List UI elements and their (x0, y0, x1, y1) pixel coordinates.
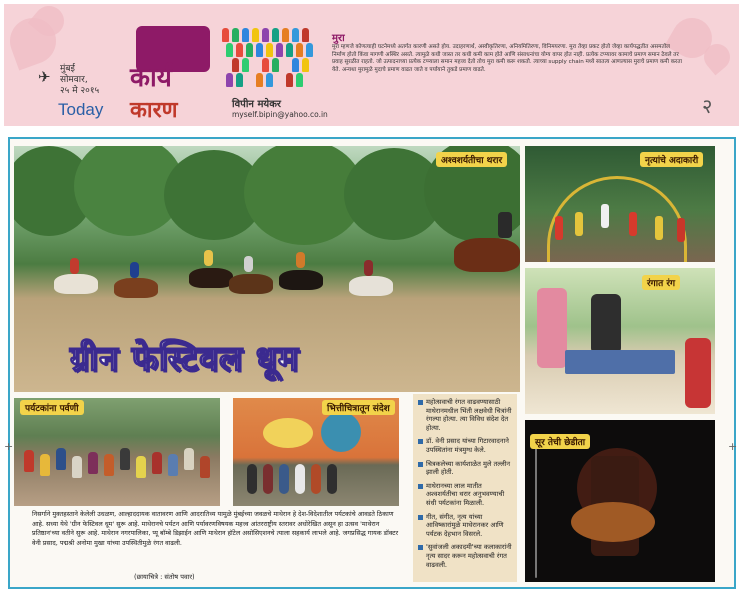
art-workshop-photo (525, 268, 715, 414)
crowd-figure (272, 58, 279, 72)
crowd-figure (286, 43, 293, 57)
column-text: मुरा म्हणजे कोणत्याही घटनेमध्ये अतर्गत कारणी असते होय. उदाहरणार्थ, अस्वीकृतिरणा, अनियमितिरणा, विनिमयरणा. मुरा तेव्हा प्रकट होतो जेव्हा कार्यपद्धतीत असमतोल निर्माण होतो किंवा मागणी अस्थिर असते. त्यामुळे कधी जास्त तर कधी कमी काम होते आणि संसाधनांचा योग्य वापर होत नाही. प्रत्येक टप्प्यावर कामाचे प्रमाण समान ठेवले तर प्रवाह सुरळीत राहतो. जो उत्पादनाच्या प्रत्येक टप्प्याला समान महत्त्व देतो तोच मुरा कमी करू शकतो. त्याच्या supply chain मध्ये सातत्य आणल्यास मुराचे प्रमाण कमी करता येते. अन्यथा मुरामुळे मुदाचे प्रमाण वाढत जाते व पर्यायाने तुकडे प्रमाण वाढते. (332, 44, 682, 73)
crowd-figure (272, 28, 279, 42)
dateline-date: २५ मे २०१५ (60, 86, 100, 96)
photo-credit: (छायाचित्रे : संतोष पवार) (134, 573, 195, 581)
crowd-figure (292, 28, 299, 42)
bird-logo-icon: ✈ (38, 68, 51, 86)
highlights-panel (413, 394, 517, 582)
mural-photo-label: भित्तीचित्रातून संदेश (322, 400, 395, 415)
crowd-figure (232, 28, 239, 42)
highlight-item: माथेरानच्या लाल मातीत अश्वशर्यतीचा थरार अनुभवण्याची संधी पर्यटकांना मिळाली. (418, 482, 512, 508)
crowd-figure (226, 73, 233, 87)
crowd-figure (296, 73, 303, 87)
author-name: विपीन मयेकर (232, 99, 282, 110)
crowd-figure (252, 28, 259, 42)
music-photo-label: सूर तेची छेडीता (530, 434, 590, 449)
tourists-photo-label: पर्यटकांना पर्वणी (20, 400, 84, 415)
highlight-item: गीत, संगीत, नृत्य यांच्या आविष्कारांमुळे माथेरानकर आणि पर्यटक देहभान विसरले. (418, 513, 512, 539)
highlight-item: चित्रकलेच्या कार्यशाळेत मुले तल्लीन झाली होती. (418, 460, 512, 477)
crowd-figure (232, 58, 239, 72)
crop-mark-icon: + (728, 440, 738, 453)
race-photo-label: अश्वशर्यतीचा थरार (436, 152, 507, 167)
dance-photo-label: नृत्यांचे अदाकारी (640, 152, 703, 167)
crowd-figure (262, 58, 269, 72)
page-number: २ (702, 94, 713, 118)
feature-title: ग्रीन फेस्टिवल धूम (70, 339, 300, 379)
crop-mark-icon: + (4, 440, 14, 453)
crowd-graphic-icon (222, 28, 312, 92)
column-logo-word-1: कार्य (130, 63, 172, 93)
feature-caption: निसर्गाने मुक्तहस्ताने केलेली उधळण, आल्हाददायक वातावरण आणि आदरातिथ्य यामुळे मुंबईच्या जवळचे माथेरान हे देश-विदेशातील पर्यटकांचे आवडते ठिकाण आहे. सध्या येथे 'ग्रीन फेस्टिवल धूम' सुरू आहे. माथेरानचे पर्यटन आणि पर्यावरणविषयक महत्त्व आंतरराष्ट्रीय स्तरावर अधोरेखित असून हा उत्सव 'माथेरान प्रतिष्ठान'च्या वतीने सुरू आहे. माथेरान नगरपालिका, प्यू बॉम्बे डिझाईन आणि माथेरान हॉटेल असोसिएशनचे त्याला सहकार्य लाभले आहे. जगप्रसिद्ध गायक डॉक्टर वेनी प्रसाद, पद्मश्री अनोमा मुखा यांच्या उपस्थितीमुळे रंगत वाढली. (32, 510, 399, 547)
dateline-city: मुंबई (60, 64, 75, 74)
crowd-figure (282, 28, 289, 42)
crowd-figure (296, 43, 303, 57)
crowd-figure (286, 73, 293, 87)
author-email: myself.bipin@yahoo.co.in (232, 110, 328, 119)
dateline-day: सोमवार, (60, 75, 88, 85)
crowd-figure (242, 58, 249, 72)
highlight-item: 'सुवांजली अकादमी'च्या कलाकारांनी नृत्य सादर करून महोत्सवाची रंगत वाढवली. (418, 543, 512, 569)
highlight-item: डॉ. वेनी प्रसाद यांच्या गिटारवादनाने उपस्थितांना मंत्रमुग्ध केले. (418, 437, 512, 454)
edition-label: Today (58, 100, 104, 119)
art-photo-label: रंगात रंग (642, 275, 680, 290)
crowd-figure (246, 43, 253, 57)
crowd-figure (292, 58, 299, 72)
crowd-figure (276, 43, 283, 57)
crowd-figure (222, 28, 229, 42)
crowd-figure (262, 28, 269, 42)
crowd-figure (266, 73, 273, 87)
crowd-figure (302, 58, 309, 72)
crowd-figure (256, 43, 263, 57)
column-title: मुरा (332, 33, 345, 44)
crowd-figure (236, 73, 243, 87)
crowd-figure (256, 73, 263, 87)
crowd-figure (236, 43, 243, 57)
highlight-item: महोत्सवाची रंगत वाढवण्यासाठी माथेरानमधील भिंती लक्षवेधी चित्रांनी रंगल्या होत्या. त्या विविध संदेश देत होत्या. (418, 398, 512, 432)
crowd-figure (266, 43, 273, 57)
crowd-figure (242, 28, 249, 42)
crowd-figure (306, 43, 313, 57)
crowd-figure (302, 28, 309, 42)
crowd-figure (226, 43, 233, 57)
column-logo-word-2: कारण (130, 98, 178, 123)
dateline (60, 64, 99, 97)
